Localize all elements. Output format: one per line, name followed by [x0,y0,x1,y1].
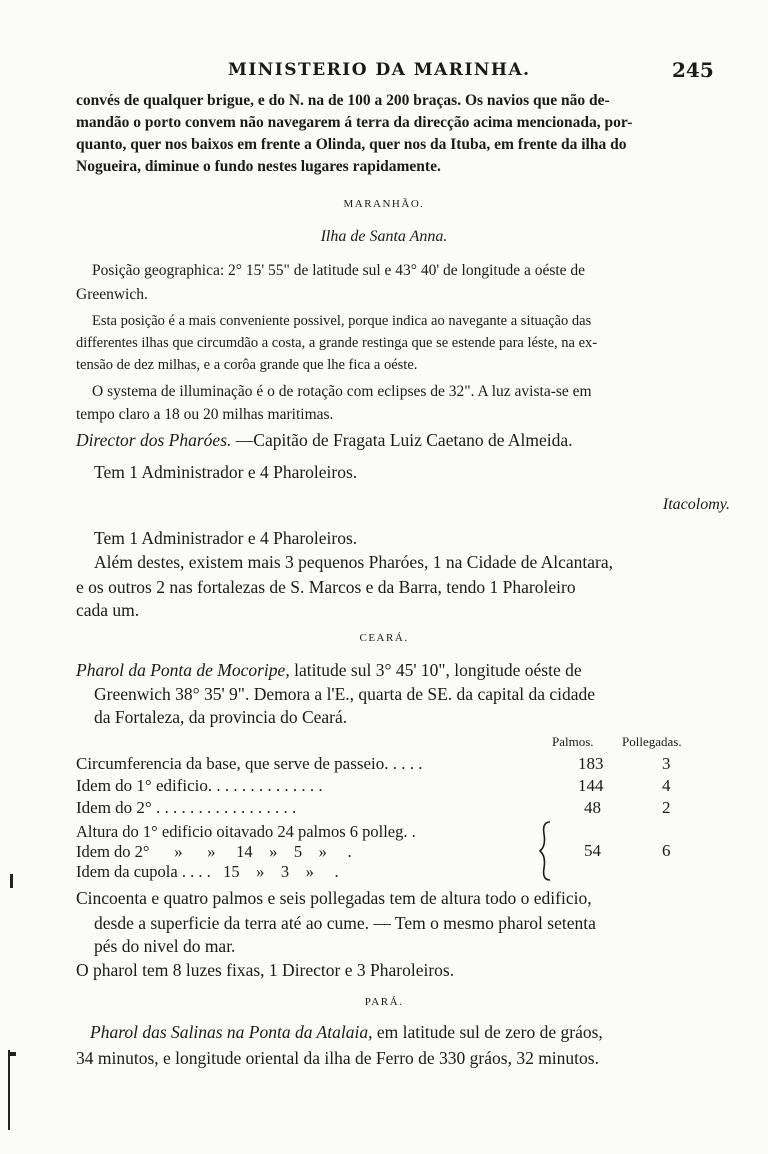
lighting-line: O systema de illuminação é o de rotação com eclipses de 32". A luz avista-se em [92,383,592,400]
intro-line: convés de qualquer brigue, e do N. na de 100 a 200 braças. Os navios que não de- [76,92,610,109]
para-pharol-label: Pharol das Salinas na Ponta da Atalaia, [90,1022,373,1042]
table-cell-pollegadas: 2 [662,798,671,817]
table-row: Idem do 2° . . . . . . . . . . . . . . . . . [76,798,297,817]
height-line: pés do nivel do mar. [94,936,236,956]
extra-line: cada um. [76,600,140,620]
margin-mark [10,1052,16,1056]
height-line: Cincoenta e quatro palmos e seis pollegadas tem de altura todo o edificio, [76,888,592,908]
pharol-line: da Fortaleza, da provincia do Ceará. [94,707,348,727]
pharol-text: latitude sul 3° 45' 10", longitude oéste de [294,660,582,680]
staff-line: Tem 1 Administrador e 4 Pharoleiros. [94,462,358,482]
table-cell-palmos: 48 [584,798,601,817]
best-position-line: Esta posição é a mais conveniente possivel, porque indica ao navegante a situação das [92,313,592,329]
table-row: Circumferencia da base, que serve de passeio. . . . . [76,754,423,773]
running-header: MINISTERIO DA MARINHA. [228,60,531,80]
col-header-pollegadas: Pollegadas. [622,734,682,749]
subtitle-itacolomy: Itacolomy. [662,496,730,513]
subtitle-santa-anna: Ilha de Santa Anna. [320,228,448,245]
itacolomy-staff-line: Tem 1 Administrador e 4 Pharoleiros. [94,528,358,548]
pharol-label: Pharol da Ponta de Mocoripe, [76,660,290,680]
director-line [76,430,573,451]
intro-line: mandão o porto convem não navegarem á terra da direcção acima mencionada, por- [76,114,633,131]
director-label: Director dos Pharóes. [76,430,232,450]
curly-brace [536,820,558,882]
intro-line: quanto, quer nos baixos em frente a Olinda, quer nos da Ituba, em frente da ilha do [76,136,627,153]
position-line: Posição geographica: 2° 15' 55" de latitude sul e 43° 40' de longitude a oéste de [92,262,586,279]
lighting-line: tempo claro a 18 ou 20 milhas maritimas. [76,406,334,423]
para-pharol-line [90,1022,603,1043]
altura-row: Altura do 1° edificio oitavado 24 palmos 6 polleg. . [76,822,416,841]
best-position-line: tensão de dez milhas, e a corôa grande que lhe fica a oéste. [76,357,418,373]
extra-line: e os outros 2 nas fortalezas de S. Marcos e da Barra, tendo 1 Pharoleiro [76,577,576,597]
table-cell-pollegadas: 4 [662,776,671,795]
extra-line: Além destes, existem mais 3 pequenos Pharóes, 1 na Cidade de Alcantara, [94,552,614,572]
para-pharol-text: em latitude sul de zero de gráos, [376,1022,603,1042]
pharol-line [76,660,582,681]
lights-line: O pharol tem 8 luzes fixas, 1 Director e 3 Pharoleiros. [76,960,455,980]
altura-palmos: 54 [584,841,601,860]
section-title-ceara: CEARÁ. [359,632,409,644]
altura-row: Idem do 2° » » 14 » 5 » . [76,842,352,861]
best-position-line: differentes ilhas que circumdão a costa, a grande restinga que se estende para léste, na ex- [76,335,598,351]
table-cell-palmos: 144 [578,776,604,795]
section-title-para: PARÁ. [364,996,404,1008]
position-line: Greenwich. [76,286,148,303]
section-title-maranhao: MARANHÃO. [343,198,425,210]
intro-line: Nogueira, diminue o fundo nestes lugares rapidamente. [76,158,441,175]
pharol-line: Greenwich 38° 35' 9". Demora a l'E., quarta de SE. da capital da cidade [94,684,596,704]
altura-row: Idem da cupola . . . . 15 » 3 » . [76,862,339,881]
col-header-palmos: Palmos. [552,734,594,749]
table-cell-palmos: 183 [578,754,604,773]
margin-rule [8,1050,10,1130]
table-row: Idem do 1° edificio. . . . . . . . . . . . . . [76,776,323,795]
director-name: —Capitão de Fragata Luiz Caetano de Almeida. [235,430,573,450]
margin-mark [10,874,13,888]
height-line: desde a superficie da terra até ao cume. — Tem o mesmo pharol setenta [94,913,596,933]
page-number: 245 [672,58,714,82]
altura-pollegadas: 6 [662,841,671,860]
table-cell-pollegadas: 3 [662,754,671,773]
para-second-line: 34 minutos, e longitude oriental da ilha de Ferro de 330 gráos, 32 minutos. [76,1048,599,1068]
